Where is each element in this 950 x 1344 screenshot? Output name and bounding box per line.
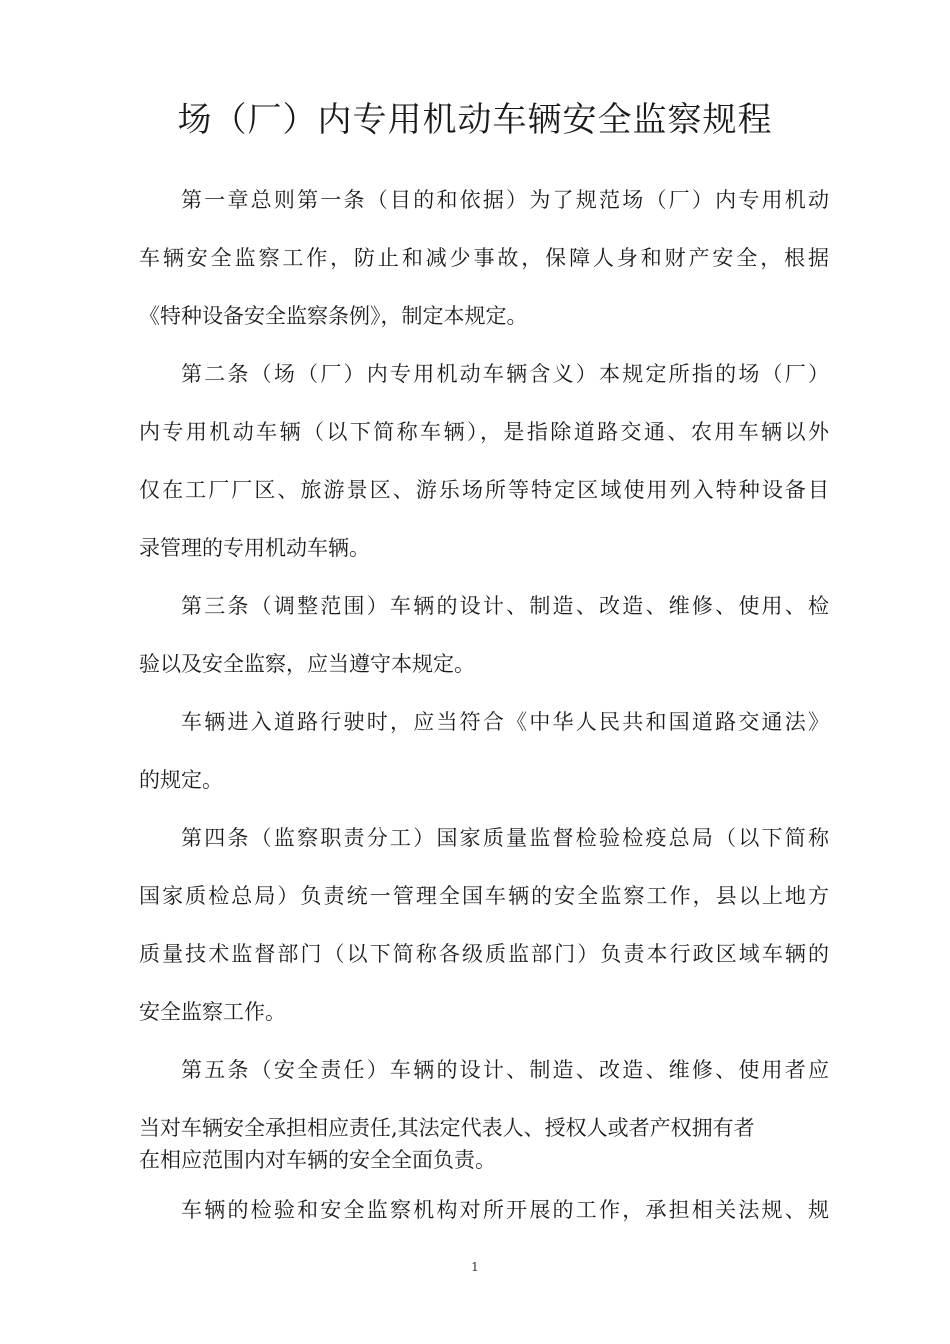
text-line: 质量技术监督部门（以下简称各级质监部门）负责本行政区域车辆的 [139, 942, 829, 966]
text-line: 车辆的检验和安全监察机构对所开展的工作，承担相关法规、规 [181, 1198, 829, 1222]
text-line: 国家质检总局）负责统一管理全国车辆的安全监察工作，县以上地方 [139, 884, 829, 908]
text-line: 仅在工厂厂区、旅游景区、游乐场所等特定区域使用列入特种设备目 [139, 478, 829, 502]
page-number: 1 [471, 1260, 479, 1274]
text-line: 车辆安全监察工作，防止和减少事故，保障人身和财产安全，根据 [139, 246, 829, 270]
text-line: 第三条（调整范围）车辆的设计、制造、改造、维修、使用、检 [181, 594, 829, 618]
text-line: 内专用机动车辆（以下简称车辆），是指除道路交通、农用车辆以外 [139, 420, 829, 444]
text-line: 验以及安全监察，应当遵守本规定。 [139, 652, 475, 676]
text-line: 车辆进入道路行驶时，应当符合《中华人民共和国道路交通法》 [181, 710, 829, 734]
document-title: 场（厂）内专用机动车辆安全监察规程 [177, 100, 773, 140]
text-line: 《特种设备安全监察条例》，制定本规定。 [139, 304, 528, 328]
text-line: 当对车辆安全承担相应责任,其法定代表人、授权人或者产权拥有者 [139, 1116, 755, 1140]
text-line: 安全监察工作。 [139, 1000, 286, 1024]
text-line: 在相应范围内对车辆的安全全面负责。 [139, 1148, 496, 1172]
text-line: 的规定。 [139, 768, 223, 792]
text-line: 第二条（场（厂）内专用机动车辆含义）本规定所指的场（厂） [181, 362, 829, 386]
text-line: 第五条（安全责任）车辆的设计、制造、改造、维修、使用者应 [181, 1058, 829, 1082]
text-line: 录管理的专用机动车辆。 [139, 536, 370, 560]
text-line: 第四条（监察职责分工）国家质量监督检验检疫总局（以下简称 [181, 826, 829, 850]
text-line: 第一章总则第一条（目的和依据）为了规范场（厂）内专用机动 [181, 188, 829, 212]
